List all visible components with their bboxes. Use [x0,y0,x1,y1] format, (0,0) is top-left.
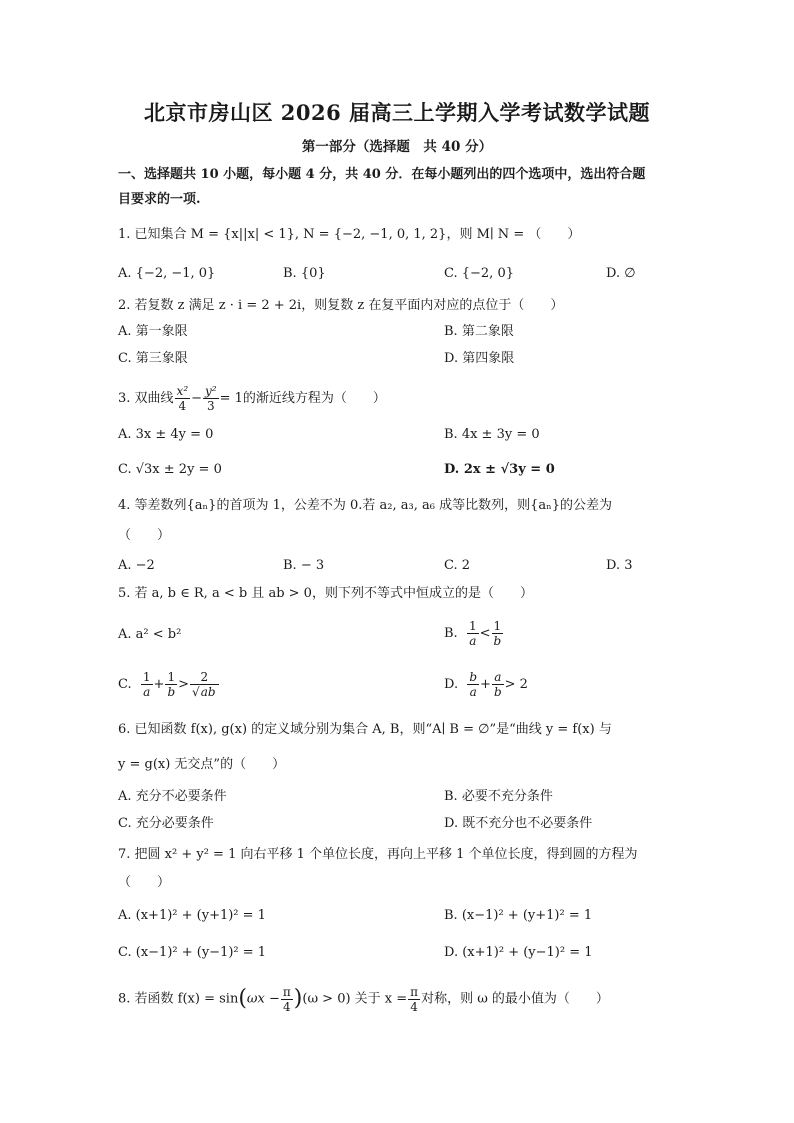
q3-fraction-y: $\frac{\text{y²}}{3}$ [205,384,217,413]
q1-option-c: C. {−2, 0} [444,266,514,281]
q5-stem: 5. 若 a, b ∈ R, a < b 且 ab > 0，则下列不等式中恒成立的是（ ） [118,586,533,601]
q8-stem: 8. 若函数 f(x) = sin(ωx − $\frac{\pi}{4}$ )(ω > 0) 关于 x = $\frac{\pi}{4}$ 对称，则 ω 的最小值为（ ） [118,984,609,1014]
q3-option-b: B. 4x ± 3y = 0 [444,427,540,442]
q2-option-a: A. 第一象限 [118,324,188,339]
q7-option-a: A. (x+1)² + (y+1)² = 1 [118,908,266,923]
instructions-line-1: 一、选择题共 10 小题，每小题 4 分，共 40 分．在每小题列出的四个选项中，选出符合题 [118,167,646,182]
q3-minus: − [191,391,203,406]
q2-stem: 2. 若复数 z 满足 z · i = 2 + 2i，则复数 z 在复平面内对应的点位于（ ） [118,298,564,313]
q1-stem: 1. 已知集合 M = {x||x| < 1}, N = {−2, −1, 0, 1, 2}，则 M∣ N = （ ） [118,227,581,242]
q3-stem-suffix: = 1的渐近线方程为（ ） [219,391,386,406]
q4-option-d: D. 3 [606,558,633,573]
q7-option-c: C. (x−1)² + (y−1)² = 1 [118,945,267,960]
q1-option-b: B. {0} [283,266,326,281]
q5-option-c: C. $\frac{1}{a}$ + $\frac{1}{b}$ > $\frac{2}{√ab}$ [118,665,220,705]
q2-option-c: C. 第三象限 [118,351,188,366]
section-subtitle: 第一部分（选择题 共 40 分） [301,139,493,155]
q5-option-a: A. a² < b² [118,627,182,642]
q3-option-c: C. √3x ± 2y = 0 [118,462,222,477]
q2-option-d: D. 第四象限 [444,351,515,366]
q4-option-b: B. − 3 [283,558,325,573]
instructions-line-2: 目要求的一项. [118,192,201,207]
q4-option-c: C. 2 [444,558,471,573]
q6-option-b: B. 必要不充分条件 [444,789,553,804]
q7-option-d: D. (x+1)² + (y−1)² = 1 [444,945,593,960]
q3-stem [118,379,386,419]
q1-option-a: A. {−2, −1, 0} [118,266,216,281]
q6-stem-cont: y = g(x) 无交点”的（ ） [118,757,286,772]
q3-option-a: A. 3x ± 4y = 0 [118,427,214,442]
q5-option-d: D. $\frac{b}{a}$ + $\frac{a}{b}$ > 2 [444,670,528,699]
q3-fraction-x: $\frac{\text{x²}}{4}$ [176,384,189,413]
q4-stem: 4. 等差数列{aₙ}的首项为 1，公差不为 0.若 a₂, a₃, a₆ 成等比数列，则{aₙ}的公差为 [118,498,612,513]
q6-option-d: D. 既不充分也不必要条件 [444,816,593,831]
q6-stem: 6. 已知函数 f(x), g(x) 的定义域分别为集合 A, B，则“A∣ B = ∅”是“曲线 y = f(x) 与 [118,722,612,737]
q2-option-b: B. 第二象限 [444,324,514,339]
q3-option-d: D. 2x ± √3y = 0 [444,462,555,477]
q1-option-d: D. ∅ [606,266,636,281]
q3-stem-prefix: 3. 双曲线 [118,391,174,406]
q4-option-a: A. −2 [118,558,155,573]
q4-stem-cont: （ ） [118,528,171,543]
q5-option-b: B. $\frac{1}{a}$ < $\frac{1}{b}$ [444,619,502,648]
exam-title: 北京市房山区 2026 届高三上学期入学考试数学试题 [143,100,651,125]
q7-stem-cont: （ ） [118,875,171,890]
q6-option-c: C. 充分必要条件 [118,816,214,831]
q6-option-a: A. 充分不必要条件 [118,789,227,804]
q7-stem: 7. 把圆 x² + y² = 1 向右平移 1 个单位长度，再向上平移 1 个单位长度，得到圆的方程为 [118,847,638,862]
q7-option-b: B. (x−1)² + (y+1)² = 1 [444,908,593,923]
